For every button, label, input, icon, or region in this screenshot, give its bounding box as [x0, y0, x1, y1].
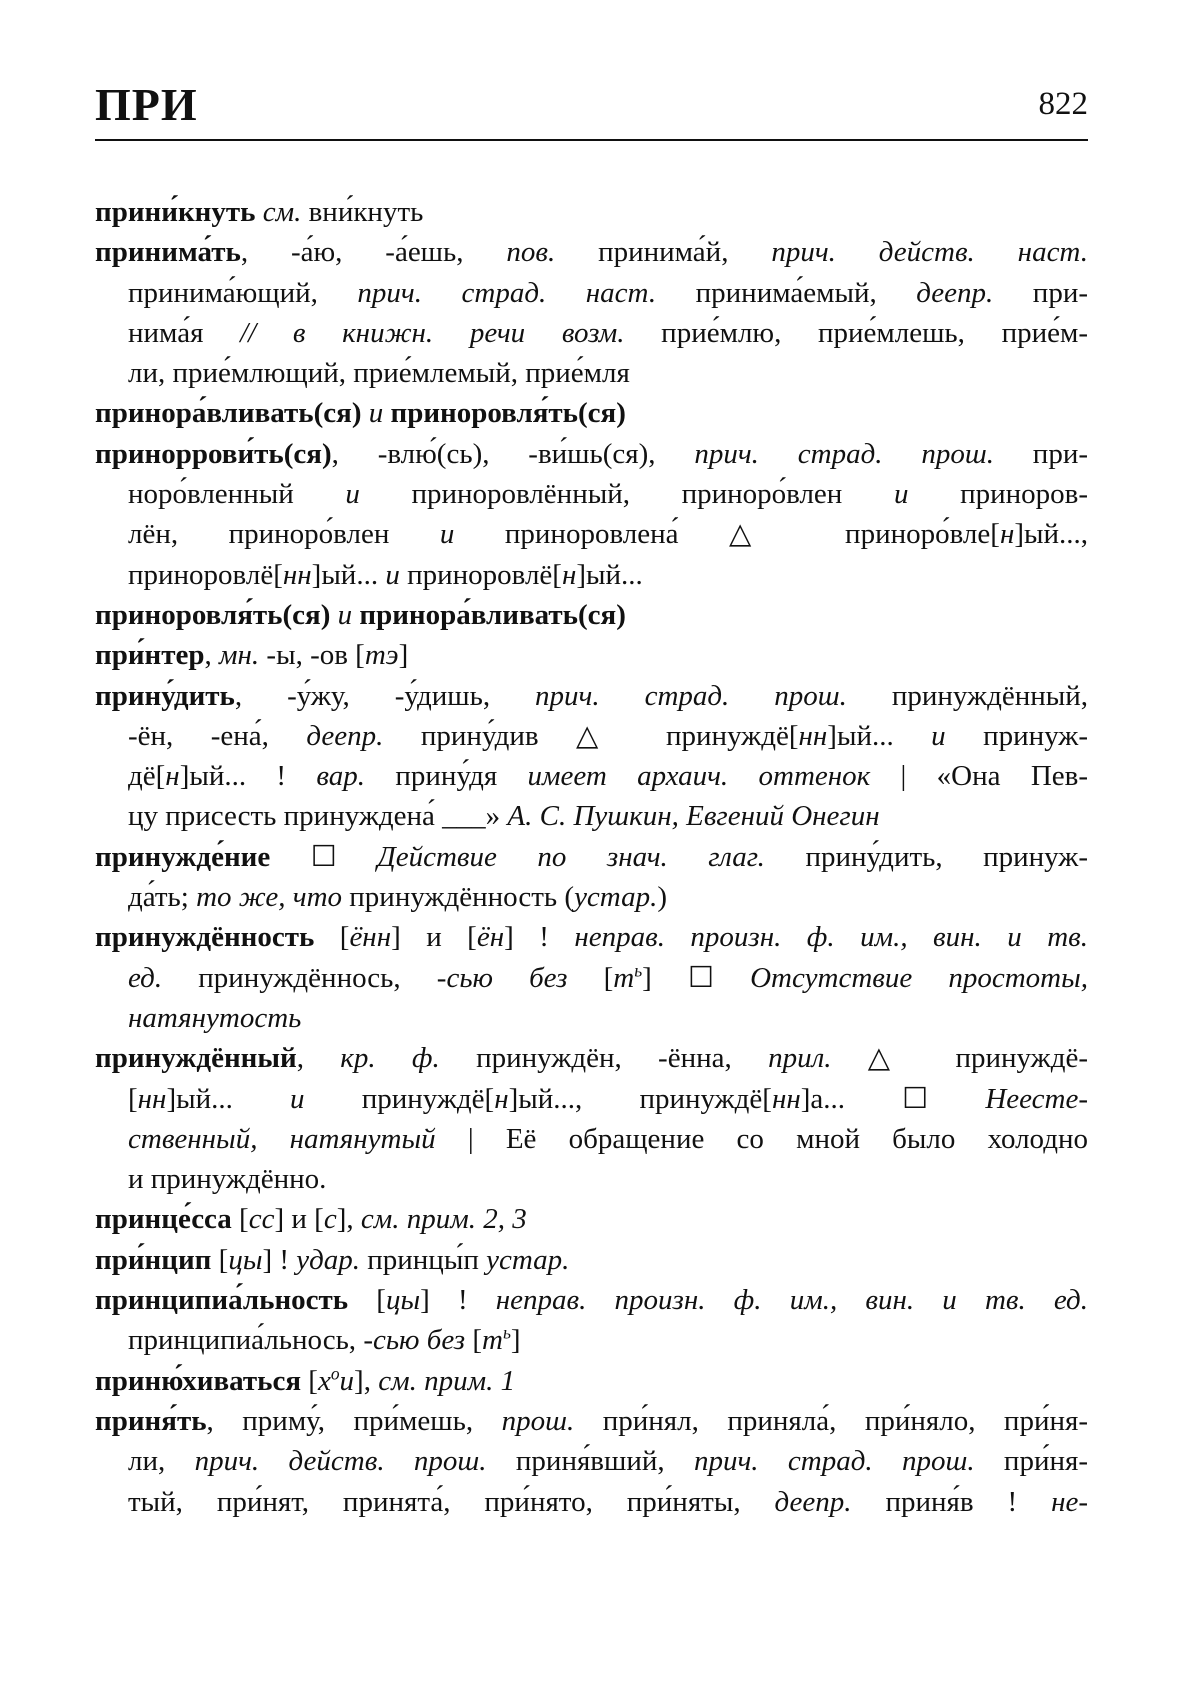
dictionary-entry [95, 1401, 1088, 1522]
grammatical-note: прош. [501, 1404, 575, 1437]
entry-text: ☐ [270, 840, 378, 873]
entry-text: прину́див △ принуждё[ [383, 719, 799, 752]
entry-continuation-line [95, 998, 1088, 1038]
grammatical-note: удар. [296, 1243, 360, 1276]
grammatical-note: Неесте- [985, 1082, 1088, 1115]
entry-headline [95, 635, 1088, 675]
superscript: ь [634, 959, 643, 980]
dictionary-entry [95, 434, 1088, 595]
entry-text: прину́дя [365, 760, 528, 793]
entry-text: принцы́п [360, 1243, 487, 1276]
entry-text: принуждённось, [162, 961, 437, 994]
superscript: о [330, 1362, 340, 1383]
grammatical-note: х [317, 1364, 331, 1397]
grammatical-note: устар. [486, 1243, 570, 1276]
entry-text: [ [314, 921, 350, 954]
grammatical-note: устар. [574, 881, 658, 914]
grammatical-note: т [613, 961, 635, 994]
grammatical-note: имеет архаич. оттенок [527, 760, 871, 793]
dictionary-entry [95, 232, 1088, 393]
grammatical-note: и [290, 1082, 305, 1115]
grammatical-note: прич. страд. наст. [357, 276, 657, 309]
entry-text: ] и [ [391, 921, 477, 954]
grammatical-note: не- [1051, 1485, 1089, 1518]
entry-text: , -влю́(сь), -ви́шь(ся), [331, 437, 695, 470]
grammatical-note: прич. действ. прош. [194, 1445, 487, 1478]
entry-continuation-line [95, 1079, 1088, 1119]
entry-text: принима́емый, [656, 276, 917, 309]
entry-text: прину́дить, принуж- [764, 840, 1088, 873]
headword: принуждённость [95, 921, 315, 954]
dictionary-entry [95, 635, 1088, 675]
entry-text: ]ый... [311, 558, 386, 591]
entry-text: -ы, -ов [ [259, 639, 365, 672]
grammatical-note: прич. страд. прош. [694, 437, 994, 470]
entry-headline [95, 1401, 1088, 1441]
grammatical-note: тэ [364, 639, 399, 672]
grammatical-note: деепр. [306, 719, 384, 752]
entry-headline [95, 1280, 1088, 1320]
entry-headline [95, 393, 1088, 433]
grammatical-note: и [439, 518, 455, 551]
entry-continuation-line [95, 555, 1088, 595]
dictionary-entry [95, 595, 1088, 635]
entry-text: ] ☐ [642, 961, 751, 994]
grammatical-note: пов. [506, 236, 556, 269]
entry-headline [95, 917, 1088, 957]
entry-text: , [296, 1042, 341, 1075]
grammatical-note: нн [771, 1082, 801, 1115]
entry-text: дё[ [128, 760, 166, 793]
entry-text: приноров- [908, 478, 1088, 511]
entry-text: , приму́, при́мешь, [206, 1404, 502, 1437]
entry-text: ]ый... ! [179, 760, 317, 793]
headword: принора́вливать(ся) [95, 397, 362, 430]
headword: приноровля́ть(ся) [390, 397, 626, 430]
grammatical-note: нн [137, 1082, 167, 1115]
grammatical-note: н [999, 518, 1015, 551]
grammatical-note: см. прим. 1 [378, 1364, 516, 1397]
entry-continuation-line [95, 514, 1088, 554]
entry-continuation-line [95, 877, 1088, 917]
entry-text: ]ый... [166, 1082, 291, 1115]
header-rule [95, 139, 1088, 141]
entry-continuation-line [95, 353, 1088, 393]
entry-headline [95, 232, 1088, 272]
grammatical-note: цы [228, 1243, 263, 1276]
grammatical-note: -сью без [363, 1324, 466, 1357]
headword: принужде́ние [95, 840, 271, 873]
entry-continuation-line [95, 273, 1088, 313]
headword: прину́дить [95, 679, 235, 712]
entry-text: принима́й, [555, 236, 772, 269]
entry-text: нима́я [128, 316, 241, 349]
entry-text: приноровлённый, приноро́влен [359, 478, 894, 511]
grammatical-note: вар. [316, 760, 366, 793]
entry-headline [95, 434, 1088, 474]
grammatical-note: и [893, 478, 909, 511]
entry-text: тый, при́нят, принята́, при́нято, при́няты, [128, 1485, 775, 1518]
grammatical-note: прич. действ. наст. [771, 236, 1088, 269]
grammatical-note: Отсутствие простоты, [750, 961, 1089, 994]
entry-headline [95, 1038, 1088, 1078]
entry-text: ] ! [420, 1284, 496, 1317]
dictionary-entry [95, 917, 1088, 1038]
entry-text: [ [301, 1364, 318, 1397]
entry-continuation-line [95, 1482, 1088, 1522]
grammatical-note: цы [385, 1284, 421, 1317]
entry-text: приноровлё[ [128, 558, 283, 591]
grammatical-note: см. [255, 196, 302, 228]
grammatical-note: деепр. [774, 1485, 852, 1518]
headword: принципиа́льность [95, 1284, 349, 1317]
dictionary-entries [95, 192, 1088, 1522]
entry-continuation-line [95, 313, 1088, 353]
entry-continuation-line [95, 1159, 1088, 1199]
grammatical-note: прил. [768, 1042, 832, 1075]
entry-text: при́нял, приняла́, при́няло, при́ня- [574, 1404, 1088, 1437]
grammatical-note: см. прим. 2, 3 [360, 1203, 527, 1236]
grammatical-note: ённ [349, 921, 392, 954]
entry-text: при- [993, 437, 1088, 470]
entry-text: ]а... ☐ [800, 1082, 986, 1115]
entry-text: приня́в ! [851, 1485, 1052, 1518]
entry-headline [95, 1199, 1088, 1239]
dictionary-entry [95, 192, 1088, 232]
entry-text: да́ть; [128, 881, 197, 914]
entry-text: цу присесть принуждена́ ___» [128, 800, 508, 833]
entry-text: ] и [ [274, 1203, 324, 1236]
entry-text: прие́млю, прие́млешь, прие́м- [624, 316, 1088, 349]
grammatical-note: // в книжн. речи возм. [240, 316, 625, 349]
entry-text: ли, прие́млющий, прие́млемый, прие́мля [128, 357, 630, 390]
dictionary-entry [95, 1280, 1088, 1361]
dictionary-entry [95, 676, 1088, 837]
grammatical-note: т [482, 1324, 503, 1357]
grammatical-note: кр. ф. [340, 1042, 440, 1075]
grammatical-note: деепр. [916, 276, 994, 309]
page-number: 822 [1038, 86, 1088, 122]
grammatical-note: А. С. Пушкин, Евгений Онегин [507, 800, 880, 833]
grammatical-note: и [339, 1364, 355, 1397]
entry-text: норо́вленный [128, 478, 346, 511]
entry-text: ] ! [262, 1243, 297, 1276]
headword: при́нтер [95, 639, 205, 672]
entry-headline [95, 676, 1088, 716]
entry-text: принуждённый, [846, 679, 1088, 712]
grammatical-note: и [361, 397, 391, 430]
grammatical-note: и [345, 478, 360, 511]
entry-text: ]ый..., принуждё[ [508, 1082, 772, 1115]
entry-text: , -у́жу, -у́дишь, [234, 679, 536, 712]
entry-text: ) [657, 881, 668, 914]
entry-text: принуж- [945, 719, 1089, 752]
grammatical-note: Действие по знач. глаг. [377, 840, 765, 873]
entry-text: ли, [128, 1445, 195, 1478]
dictionary-entry [95, 393, 1088, 433]
entry-text: | «Она Пев- [870, 760, 1089, 793]
headword: принима́ть [95, 236, 241, 269]
headword: приноррови́ть(ся) [95, 437, 332, 470]
grammatical-note: н [561, 558, 577, 591]
superscript: ь [503, 1322, 511, 1343]
entry-text: △ принуждё- [831, 1042, 1088, 1075]
entry-text: принуждё[ [304, 1082, 495, 1115]
dictionary-entry [95, 1361, 1088, 1401]
entry-text: лён, приноро́влен [128, 518, 440, 551]
entry-text: , [204, 639, 220, 672]
entry-continuation-line [95, 474, 1088, 514]
grammatical-note: н [494, 1082, 509, 1115]
entry-text: принципиа́льнось, [128, 1324, 364, 1357]
grammatical-note: сс [248, 1203, 275, 1236]
entry-text: ], [336, 1203, 361, 1236]
grammatical-note: прич. страд. прош. [693, 1445, 975, 1478]
entry-continuation-line [95, 796, 1088, 836]
entry-headline [95, 837, 1088, 877]
entry-text: [ [465, 1324, 483, 1357]
entry-text: при́ня- [974, 1445, 1088, 1478]
entry-continuation-line [95, 958, 1088, 998]
entry-text: приня́вший, [486, 1445, 694, 1478]
entry-text: ], [354, 1364, 379, 1397]
dictionary-entry [95, 1240, 1088, 1280]
entry-text: ] [510, 1324, 521, 1357]
entry-headline [95, 1361, 1088, 1401]
headword: приня́ть [95, 1404, 207, 1437]
grammatical-note: с [323, 1203, 337, 1236]
entry-text: [ [211, 1243, 229, 1276]
grammatical-note: то же, что [196, 881, 343, 914]
headword: принуждённый [95, 1042, 297, 1075]
grammatical-note: мн. [219, 639, 260, 672]
grammatical-note: натянутость [128, 1001, 302, 1034]
headword: приню́хиваться [95, 1364, 302, 1397]
grammatical-note: нн [798, 719, 828, 752]
grammatical-note: прич. страд. прош. [535, 679, 847, 712]
headword: принора́вливать(ся) [359, 598, 626, 631]
entry-continuation-line [95, 1441, 1088, 1481]
entry-text: [ [567, 961, 614, 994]
entry-headline [95, 595, 1088, 635]
entry-text: и принуждённо. [128, 1163, 327, 1196]
dictionary-entry [95, 1038, 1088, 1199]
entry-text: -ён, -ена́, [128, 719, 307, 752]
entry-text: при- [993, 276, 1089, 309]
entry-text: [ [128, 1082, 138, 1115]
entry-text: , -а́ю, -а́ешь, [240, 236, 507, 269]
grammatical-note: ед. [128, 961, 163, 994]
entry-text: приноровлена́ △ приноро́вле[ [454, 518, 1000, 551]
entry-continuation-line [95, 1320, 1088, 1360]
grammatical-note: неправ. произн. ф. им., вин. и тв. [574, 921, 1088, 954]
entry-text: [ [348, 1284, 386, 1317]
entry-text: ]ый... [576, 558, 643, 591]
entry-continuation-line [95, 716, 1088, 756]
grammatical-note: ён [476, 921, 505, 954]
headword: прини́кнуть [95, 196, 256, 228]
entry-headline [95, 1240, 1088, 1280]
grammatical-note: н [165, 760, 180, 793]
grammatical-note: неправ. произн. ф. им., вин. и тв. ед. [495, 1284, 1088, 1317]
entry-text: [ [231, 1203, 249, 1236]
entry-continuation-line [95, 1119, 1088, 1159]
entry-text: принуждённость ( [342, 881, 575, 914]
entry-text: ] ! [504, 921, 575, 954]
entry-text: ] [398, 639, 409, 672]
headword: при́нцип [95, 1243, 212, 1276]
grammatical-note: -сью без [436, 961, 568, 994]
entry-text: ]ый... [827, 719, 932, 752]
entry-headline [95, 192, 1088, 232]
entry-text: принима́ющий, [128, 276, 358, 309]
dictionary-entry [95, 1199, 1088, 1239]
grammatical-note: и [931, 719, 946, 752]
header-guide-word: ПРИ [95, 79, 198, 130]
entry-continuation-line [95, 756, 1088, 796]
entry-text: принуждён, -ённа, [439, 1042, 769, 1075]
grammatical-note: нн [282, 558, 312, 591]
entry-text: вни́кнуть [301, 196, 424, 228]
headword: принце́сса [95, 1203, 232, 1236]
entry-text: | Её обращение со мной было холодно [435, 1122, 1088, 1155]
grammatical-note: ственный, натянутый [128, 1122, 436, 1155]
headword: приноровля́ть(ся) [95, 598, 331, 631]
entry-text: приноровлё[ [399, 558, 562, 591]
grammatical-note: и [330, 598, 360, 631]
entry-text: ]ый..., [1014, 518, 1088, 551]
grammatical-note: и [385, 558, 400, 591]
dictionary-entry [95, 837, 1088, 918]
